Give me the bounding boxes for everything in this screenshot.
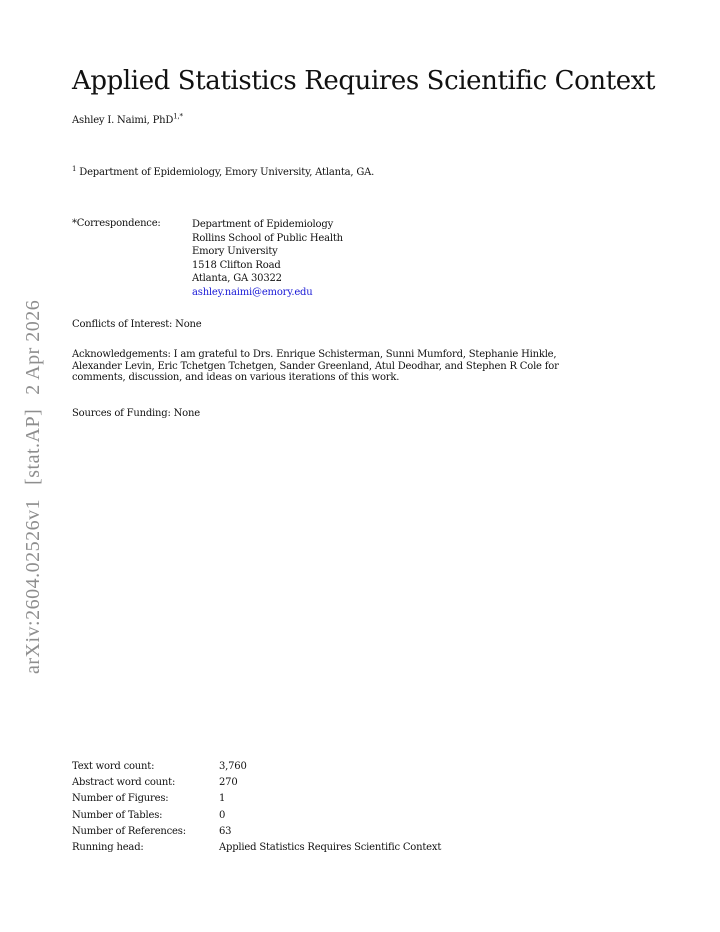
arxiv-identifier-stamp (22, 300, 45, 674)
acknowledgements-line: comments, discussion, and ideas on various iterations of this work. (72, 372, 400, 383)
author-line (72, 112, 183, 126)
correspondence-label: *Correspondence: (72, 218, 161, 229)
correspondence-email-link[interactable]: ashley.naimi@emory.edu (192, 286, 313, 298)
arxiv-id: arXiv:2604.02526v1 (22, 498, 44, 674)
table-row (72, 777, 441, 793)
paper-title: Applied Statistics Requires Scientific Context (72, 66, 656, 96)
sources-of-funding: Sources of Funding: None (72, 408, 200, 419)
acknowledgements (72, 349, 654, 384)
affiliation-mark: 1 (72, 164, 77, 173)
table-row (72, 793, 441, 809)
author-name: Ashley I. Naimi, PhD (72, 115, 174, 126)
count-value: 63 (219, 825, 232, 837)
count-value: 3,760 (219, 761, 247, 772)
table-row (72, 810, 441, 826)
table-row (72, 826, 441, 842)
correspondence-line: Department of Epidemiology (192, 219, 334, 230)
affiliation-text: Department of Epidemiology, Emory University, Atlanta, GA. (79, 167, 375, 178)
arxiv-date: 2 Apr 2026 (22, 299, 44, 395)
arxiv-category: [stat.AP] (22, 408, 44, 485)
manuscript-counts-table (72, 761, 441, 858)
count-value: 0 (219, 809, 226, 821)
count-value: 1 (219, 793, 226, 805)
count-label: Running head: (72, 841, 144, 853)
correspondence-line: Atlanta, GA 30322 (192, 273, 282, 284)
count-label: Number of Tables: (72, 809, 163, 821)
correspondence-line: 1518 Clifton Road (192, 259, 281, 271)
count-label: Number of Figures: (72, 793, 169, 805)
acknowledgements-line: Alexander Levin, Eric Tchetgen Tchetgen, Sander Greenland, Atul Deodhar, and Stephen R Cole for (72, 360, 559, 372)
table-row (72, 761, 441, 777)
affiliation-line (72, 164, 375, 178)
count-label: Text word count: (72, 761, 155, 772)
author-affiliation-marks: 1,* (173, 112, 183, 121)
conflicts-of-interest: Conflicts of Interest: None (72, 319, 202, 330)
correspondence-address (192, 218, 343, 299)
table-row (72, 842, 441, 858)
count-value: 270 (219, 777, 238, 789)
count-label: Abstract word count: (72, 777, 176, 789)
correspondence-line: Rollins School of Public Health (192, 232, 343, 244)
count-value: Applied Statistics Requires Scientific Context (219, 841, 442, 853)
acknowledgements-line: Acknowledgements: I am grateful to Drs. Enrique Schisterman, Sunni Mumford, Stephanie Hinkle, (72, 349, 557, 360)
correspondence-line: Emory University (192, 246, 278, 257)
count-label: Number of References: (72, 825, 186, 837)
